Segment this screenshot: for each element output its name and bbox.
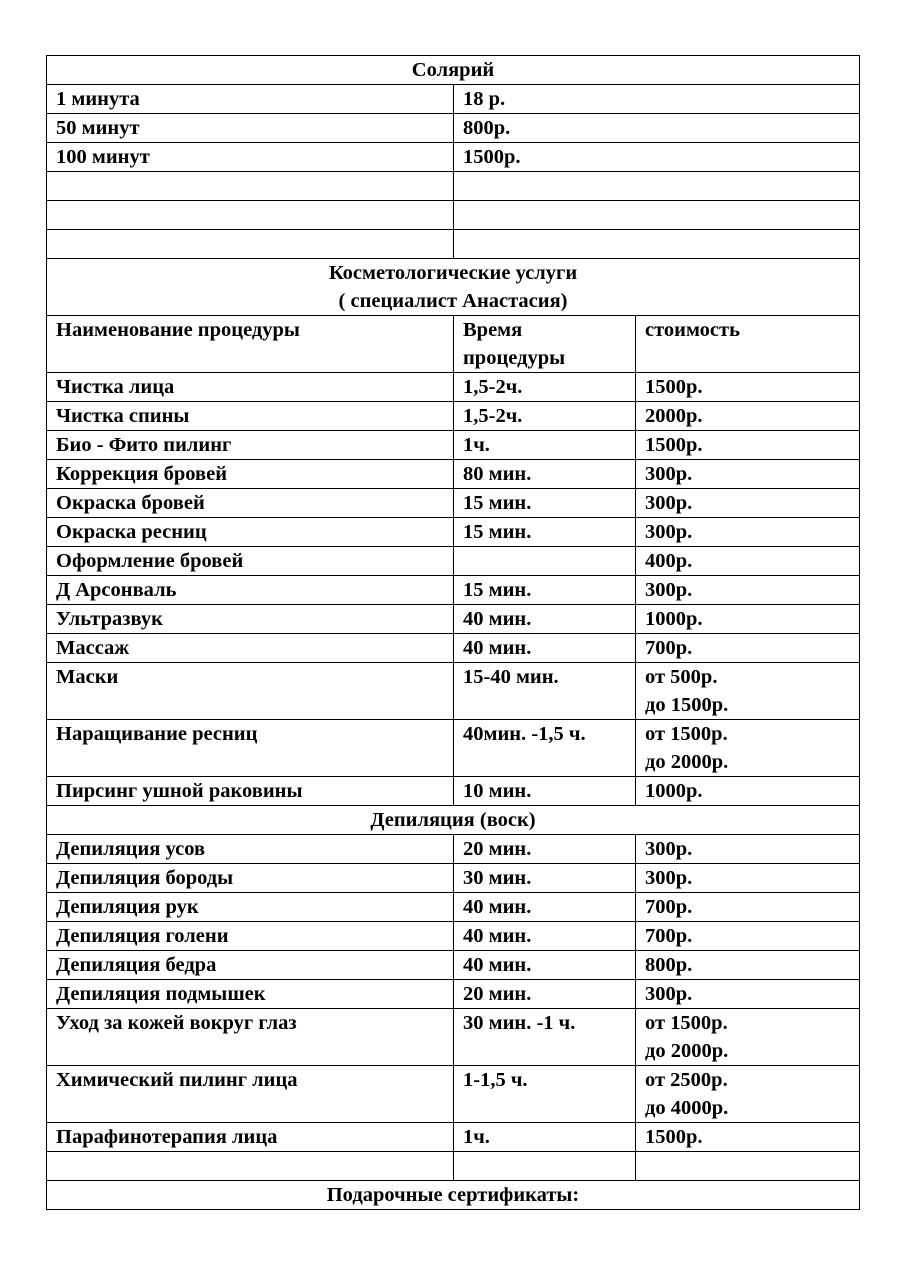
- service-time: 40мин. -1,5 ч.: [454, 720, 636, 777]
- cosmetology-title-row: [47, 259, 860, 316]
- service-name: Массаж: [47, 634, 454, 663]
- service-price: [636, 1123, 860, 1152]
- table-row: [47, 1123, 860, 1152]
- service-name: Депиляция подмышек: [47, 980, 454, 1009]
- service-price: [636, 777, 860, 806]
- empty-cell: [47, 201, 454, 230]
- service-name: Химический пилинг лица: [47, 1066, 454, 1123]
- empty-row: [47, 172, 860, 201]
- cosmetology-title-line2: ( специалист Анастасия): [338, 290, 568, 312]
- solarium-duration: 100 минут: [47, 143, 454, 172]
- table-row: [47, 547, 860, 576]
- price-line: 300р.: [645, 867, 693, 889]
- table-row: [47, 1009, 860, 1066]
- service-price: [636, 720, 860, 777]
- service-name: Уход за кожей вокруг глаз: [47, 1009, 454, 1066]
- service-price: [636, 576, 860, 605]
- price-line: 1500р.: [645, 434, 703, 456]
- service-price: [636, 431, 860, 460]
- service-time: 40 мин.: [454, 605, 636, 634]
- service-time: 40 мин.: [454, 951, 636, 980]
- table-row: [47, 922, 860, 951]
- solarium-price: 800р.: [454, 114, 860, 143]
- service-price: [636, 663, 860, 720]
- header-name: Наименование процедуры: [47, 316, 454, 373]
- service-name: Маски: [47, 663, 454, 720]
- table-row: [47, 402, 860, 431]
- service-name: Пирсинг ушной раковины: [47, 777, 454, 806]
- service-price: [636, 402, 860, 431]
- empty-cell: [454, 1152, 636, 1181]
- service-name: Депиляция рук: [47, 893, 454, 922]
- service-price: [636, 1066, 860, 1123]
- solarium-duration: 1 минута: [47, 85, 454, 114]
- solarium-price: 18 р.: [454, 85, 860, 114]
- table-row: [47, 893, 860, 922]
- price-line: 300р.: [645, 838, 693, 860]
- price-line: от 1500р.: [645, 1012, 728, 1034]
- service-time: 40 мин.: [454, 893, 636, 922]
- service-name: Окраска бровей: [47, 489, 454, 518]
- column-header-row: [47, 316, 860, 373]
- service-price: [636, 951, 860, 980]
- table-row: [47, 777, 860, 806]
- service-name: Депиляция бедра: [47, 951, 454, 980]
- service-name: Депиляция усов: [47, 835, 454, 864]
- price-line: 300р.: [645, 463, 693, 485]
- service-name: Био - Фито пилинг: [47, 431, 454, 460]
- table-row: [47, 605, 860, 634]
- certificates-title: Подарочные сертификаты:: [47, 1181, 860, 1210]
- service-time: 80 мин.: [454, 460, 636, 489]
- table-row: [47, 1066, 860, 1123]
- depilation-title: Депиляция (воск): [47, 806, 860, 835]
- price-line: 400р.: [645, 550, 693, 572]
- service-time: 30 мин. -1 ч.: [454, 1009, 636, 1066]
- service-name: Коррекция бровей: [47, 460, 454, 489]
- service-time: 10 мин.: [454, 777, 636, 806]
- table-row: [47, 951, 860, 980]
- service-price: [636, 489, 860, 518]
- price-line: 300р.: [645, 492, 693, 514]
- price-line: от 2500р.: [645, 1069, 728, 1091]
- price-line: от 1500р.: [645, 723, 728, 745]
- service-name: Депиляция бороды: [47, 864, 454, 893]
- price-line: 1000р.: [645, 608, 703, 630]
- empty-cell: [454, 201, 860, 230]
- solarium-title-row: [47, 56, 860, 85]
- service-name: Чистка спины: [47, 402, 454, 431]
- empty-row: [47, 230, 860, 259]
- service-price: [636, 1009, 860, 1066]
- certificates-title-row: [47, 1181, 860, 1210]
- empty-cell: [47, 230, 454, 259]
- price-list-table: [46, 55, 860, 1210]
- price-line: до 4000р.: [645, 1097, 729, 1119]
- service-time: [454, 547, 636, 576]
- price-line: 1000р.: [645, 780, 703, 802]
- table-row: [47, 373, 860, 402]
- service-time: 15-40 мин.: [454, 663, 636, 720]
- empty-cell: [47, 172, 454, 201]
- price-line: 700р.: [645, 925, 693, 947]
- service-time: 15 мин.: [454, 576, 636, 605]
- price-line: до 1500р.: [645, 694, 729, 716]
- service-price: [636, 864, 860, 893]
- price-list-body: [47, 56, 860, 1210]
- table-row: [47, 431, 860, 460]
- empty-cell: [454, 172, 860, 201]
- service-price: [636, 547, 860, 576]
- service-name: Чистка лица: [47, 373, 454, 402]
- service-name: Парафинотерапия лица: [47, 1123, 454, 1152]
- empty-cell: [47, 1152, 454, 1181]
- table-row: [47, 634, 860, 663]
- header-price: стоимость: [636, 316, 860, 373]
- table-row: [47, 835, 860, 864]
- service-price: [636, 373, 860, 402]
- price-line: 1500р.: [645, 376, 703, 398]
- service-price: [636, 980, 860, 1009]
- service-time: 30 мин.: [454, 864, 636, 893]
- service-time: 1,5-2ч.: [454, 373, 636, 402]
- price-line: 700р.: [645, 896, 693, 918]
- price-line: 700р.: [645, 637, 693, 659]
- empty-row: [47, 201, 860, 230]
- service-price: [636, 460, 860, 489]
- service-time: 20 мин.: [454, 980, 636, 1009]
- price-list-sheet: [46, 55, 859, 1210]
- table-row: [47, 489, 860, 518]
- service-price: [636, 518, 860, 547]
- service-price: [636, 634, 860, 663]
- service-time: 15 мин.: [454, 489, 636, 518]
- empty-row: [47, 1152, 860, 1181]
- header-time: [454, 316, 636, 373]
- price-line: до 2000р.: [645, 1040, 729, 1062]
- cosmetology-title: [47, 259, 860, 316]
- solarium-duration: 50 минут: [47, 114, 454, 143]
- price-line: 300р.: [645, 579, 693, 601]
- table-row: [47, 143, 860, 172]
- table-row: [47, 460, 860, 489]
- service-time: 40 мин.: [454, 922, 636, 951]
- header-time-line2: процедуры: [463, 347, 566, 369]
- empty-cell: [454, 230, 860, 259]
- table-row: [47, 980, 860, 1009]
- header-time-line1: Время: [463, 319, 523, 341]
- table-row: [47, 518, 860, 547]
- table-row: [47, 663, 860, 720]
- price-line: 1500р.: [645, 1126, 703, 1148]
- table-row: [47, 85, 860, 114]
- solarium-title: Солярий: [47, 56, 860, 85]
- service-price: [636, 922, 860, 951]
- cosmetology-title-line1: Косметологические услуги: [328, 262, 578, 284]
- service-name: Оформление бровей: [47, 547, 454, 576]
- solarium-price: 1500р.: [454, 143, 860, 172]
- service-name: Депиляция голени: [47, 922, 454, 951]
- service-time: 1ч.: [454, 1123, 636, 1152]
- table-row: [47, 720, 860, 777]
- service-name: Ультразвук: [47, 605, 454, 634]
- service-time: 1ч.: [454, 431, 636, 460]
- price-line: 800р.: [645, 954, 693, 976]
- price-line: 300р.: [645, 521, 693, 543]
- price-line: от 500р.: [645, 666, 718, 688]
- service-name: Д Арсонваль: [47, 576, 454, 605]
- service-price: [636, 835, 860, 864]
- price-line: до 2000р.: [645, 751, 729, 773]
- price-line: 2000р.: [645, 405, 703, 427]
- price-line: 300р.: [645, 983, 693, 1005]
- table-row: [47, 576, 860, 605]
- service-name: Наращивание ресниц: [47, 720, 454, 777]
- table-row: [47, 864, 860, 893]
- service-time: 15 мин.: [454, 518, 636, 547]
- service-price: [636, 605, 860, 634]
- service-time: 40 мин.: [454, 634, 636, 663]
- service-price: [636, 893, 860, 922]
- depilation-title-row: [47, 806, 860, 835]
- service-time: 1-1,5 ч.: [454, 1066, 636, 1123]
- table-row: [47, 114, 860, 143]
- service-time: 20 мин.: [454, 835, 636, 864]
- service-name: Окраска ресниц: [47, 518, 454, 547]
- service-time: 1,5-2ч.: [454, 402, 636, 431]
- empty-cell: [636, 1152, 860, 1181]
